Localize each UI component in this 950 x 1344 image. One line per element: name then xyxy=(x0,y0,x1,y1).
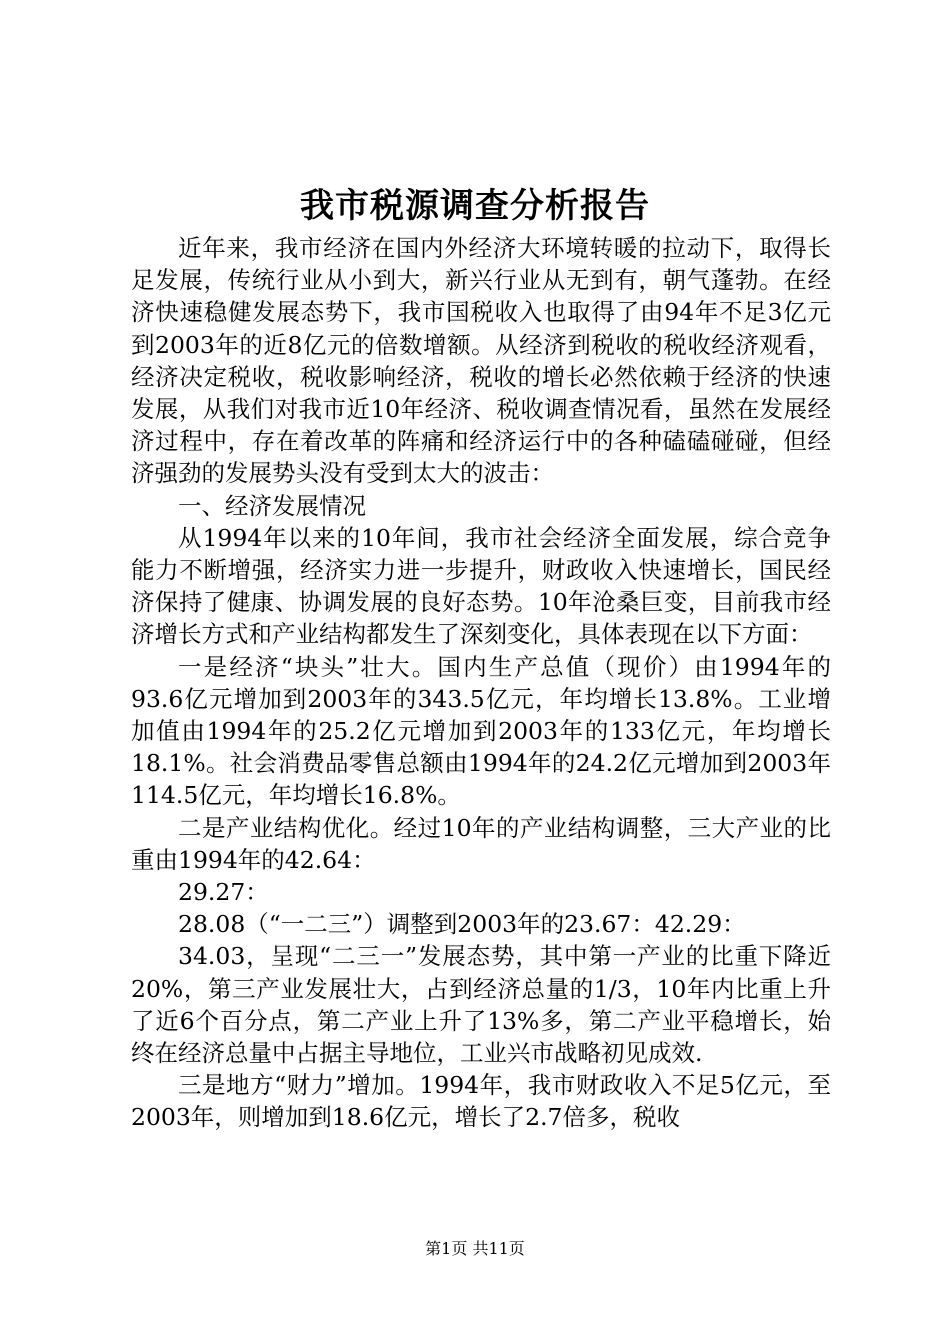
paragraph-intro: 近年来，我市经济在国内外经济大环境转暖的拉动下，取得长足发展，传统行业从小到大，新兴行业从无到有，朝气蓬勃。在经济快速稳健发展态势下，我市国税收入也取得了由94年不足3亿元到2003年的近8亿元的倍数增额。从经济到税收的税收经济观看，经济决定税收，税收影响经济，税收的增长必然依赖于经济的快速发展，从我们对我市近10年经济、税收调查情况看，虽然在发展经济过程中，存在着改革的阵痛和经济运行中的各种磕磕碰碰，但经济强劲的发展势头没有受到太大的波击： xyxy=(131,234,831,488)
page-number-footer: 第1页 共11页 xyxy=(425,1239,525,1258)
paragraph-ratio-line: 29.27： xyxy=(178,878,269,907)
paragraph-ratio-line: 28.08（“一二三”）调整到2003年的23.67：42.29： xyxy=(178,910,746,939)
paragraph-point-three: 三是地方“财力”增加。1994年，我市财政收入不足5亿元，至2003年，则增加到18.6亿元，增长了2.7倍多，税收 xyxy=(131,1071,831,1132)
paragraph-point-two: 二是产业结构优化。经过10年的产业结构调整，三大产业的比重由1994年的42.64： xyxy=(131,813,831,874)
paragraph-overview: 从1994年以来的10年间，我市社会经济全面发展，综合竞争能力不断增强，经济实力进一步提升，财政收入快速增长，国民经济保持了健康、协调发展的良好态势。10年沧桑巨变，目前我市经济增长方式和产业结构都发生了深刻变化，具体表现在以下方面： xyxy=(131,523,831,649)
paragraph-structure: 34.03，呈现“二三一”发展态势，其中第一产业的比重下降近20%，第三产业发展壮大，占到经济总量的1/3，10年内比重上升了近6个百分点，第二产业上升了13%多，第二产业平稳增长，始终在经济总量中占据主导地位，工业兴市战略初见成效. xyxy=(131,942,831,1068)
section-heading-economy: 一、经济发展情况 xyxy=(178,491,366,520)
paragraph-point-one: 一是经济“块头”壮大。国内生产总值（现价）由1994年的93.6亿元增加到2003年的343.5亿元，年均增长13.8%。工业增加值由1994年的25.2亿元增加到2003年的133亿元，年均增长18.1%。社会消费品零售总额由1994年的24.2亿元增加到2003年114.5亿元，年均增长16.8%。 xyxy=(131,652,831,810)
document-title: 我市税源调查分析报告 xyxy=(300,186,650,226)
document-body xyxy=(131,232,831,1134)
